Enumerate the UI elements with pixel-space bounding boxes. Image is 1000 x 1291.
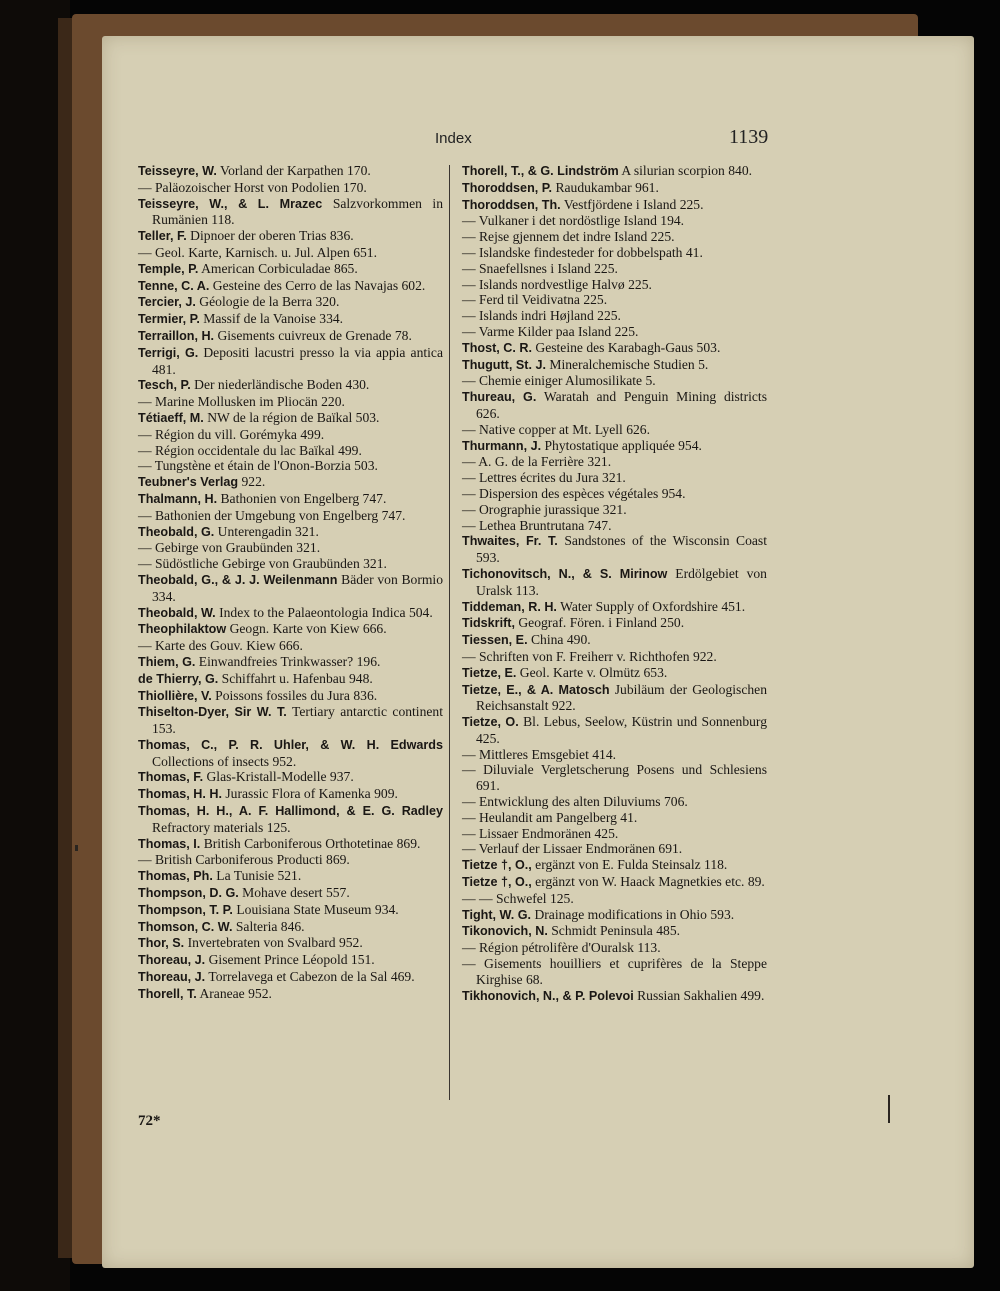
entry-text: Gesteine des Karabagh-Gaus 503. <box>535 339 721 355</box>
author-name: Thomas, H. H. <box>138 787 222 802</box>
index-entry <box>138 952 443 969</box>
index-entry <box>462 891 767 907</box>
index-entry <box>138 394 443 410</box>
entry-text: Schmidt Peninsula 485. <box>551 923 681 939</box>
entry-text: Mineralchemische Studien 5. <box>549 356 709 372</box>
index-entry <box>462 923 767 940</box>
index-entry <box>138 671 443 688</box>
index-entry <box>462 213 767 229</box>
index-entry <box>462 308 767 324</box>
index-entry <box>462 665 767 682</box>
index-entry <box>462 940 767 956</box>
entry-text: Salzvorkommen in Rumänien 118. <box>152 195 443 228</box>
entry-text: Massif de la Vanoise 334. <box>203 311 344 327</box>
index-entry <box>138 427 443 443</box>
entry-text: La Tunisie 521. <box>216 868 302 884</box>
entry-text: Russian Sakhalien 499. <box>637 987 765 1003</box>
index-entry <box>462 714 767 747</box>
entry-text: Mohave desert 557. <box>242 885 350 901</box>
index-entry <box>462 794 767 810</box>
entry-text: Waratah and Penguin Mining districts 626. <box>476 389 767 421</box>
index-entry <box>462 245 767 261</box>
running-head-title: Index <box>435 130 472 147</box>
entry-text: Drainage modifications in Ohio 593. <box>534 906 735 922</box>
entry-text: — Gebirge von Graubünden 321. <box>138 540 321 556</box>
author-name: Thoreau, J. <box>138 953 206 968</box>
index-entry <box>462 438 767 455</box>
entry-text: — Tungstène et étain de l'Onon-Borzia 503. <box>138 458 378 474</box>
index-entry <box>138 654 443 671</box>
entry-text: — Schriften von F. Freiherr v. Richthofen 922. <box>462 648 717 664</box>
entry-text: NW de la région de Baïkal 503. <box>207 409 380 425</box>
author-name: Tight, W. G. <box>462 907 532 922</box>
index-entry <box>138 704 443 737</box>
author-name: Teubner's Verlag <box>138 475 239 490</box>
index-entry <box>138 836 443 853</box>
author-name: Thurmann, J. <box>462 438 542 453</box>
author-name: Thiem, G. <box>138 654 196 669</box>
entry-text: — A. G. de la Ferrière 321. <box>462 454 612 470</box>
entry-text: — Verlauf der Lissaer Endmoränen 691. <box>462 841 683 857</box>
entry-text: Unterengadin 321. <box>217 523 319 539</box>
entry-text: ergänzt von W. Haack Magnetkies etc. 89. <box>535 874 765 890</box>
index-entry <box>462 518 767 534</box>
index-entry <box>138 688 443 705</box>
index-entry <box>462 533 767 566</box>
index-entry <box>138 556 443 572</box>
entry-text: — Diluviale Vergletscherung Posens und Schlesiens 691. <box>462 762 767 794</box>
index-entry <box>138 228 443 245</box>
entry-text: — Heulandit am Pangelberg 41. <box>462 809 638 825</box>
author-name: Theobald, G., & J. J. Weilenmann <box>138 572 338 587</box>
author-name: Thoreau, J. <box>138 970 206 985</box>
entry-text: Torrelavega et Cabezon de la Sal 469. <box>208 969 415 985</box>
author-name: Thugutt, St. J. <box>462 357 546 372</box>
author-name: Temple, P. <box>138 261 199 276</box>
entry-text: Jurassic Flora of Kamenka 909. <box>225 786 398 802</box>
entry-text: — Marine Mollusken im Pliocän 220. <box>138 394 345 410</box>
index-entry <box>138 638 443 654</box>
entry-text: Vestfjördene i Island 225. <box>563 196 704 212</box>
entry-text: Geograf. Fören. i Finland 250. <box>518 615 685 631</box>
index-entry <box>138 868 443 885</box>
index-entry <box>138 803 443 836</box>
entry-text: 922. <box>241 474 266 490</box>
entry-text: — Région du vill. Gorémyka 499. <box>138 426 325 442</box>
entry-text: Phytostatique appliquée 954. <box>544 437 702 453</box>
entry-text: — Lissaer Endmoränen 425. <box>462 825 619 841</box>
entry-text: Araneae 952. <box>199 985 272 1001</box>
entry-text: — Vulkaner i det nordöstlige Island 194. <box>462 213 685 229</box>
author-name: Thorell, T., & G. Lindström <box>462 164 619 178</box>
index-entry <box>138 458 443 474</box>
entry-text: Bl. Lebus, Seelow, Küstrin und Sonnenburg 425. <box>476 714 767 746</box>
entry-text: — Islandske findesteder for dobbelspath 41. <box>462 244 703 260</box>
author-name: Thor, S. <box>138 936 185 951</box>
entry-text: Erdölgebiet von Uralsk 113. <box>476 565 767 598</box>
entry-text: Vorland der Karpathen 170. <box>220 163 371 178</box>
index-entry <box>138 345 443 378</box>
index-entry <box>138 311 443 328</box>
index-entry <box>462 357 767 374</box>
index-entry <box>138 605 443 622</box>
entry-text: British Carboniferous Orthotetinae 869. <box>203 835 421 851</box>
author-name: Thwaites, Fr. T. <box>462 534 558 549</box>
entry-text: Tertiary antarctic continent 153. <box>152 704 443 737</box>
author-name: Tikonovich, N. <box>462 924 548 939</box>
author-name: de Thierry, G. <box>138 671 219 686</box>
page-number: 1139 <box>729 126 769 148</box>
author-name: Tietze †, O., <box>462 858 532 873</box>
author-name: Teisseyre, W. <box>138 164 217 178</box>
entry-text: — Islands nordvestlige Halvø 225. <box>462 276 652 292</box>
running-head <box>0 124 1000 154</box>
entry-text: Bathonien von Engelberg 747. <box>220 490 387 506</box>
entry-text: — Entwicklung des alten Diluviums 706. <box>462 794 688 810</box>
entry-text: Géologie de la Berra 320. <box>199 294 340 310</box>
entry-text: — Bathonien der Umgebung von Engelberg 747. <box>138 507 406 523</box>
author-name: Tesch, P. <box>138 378 191 393</box>
index-entry <box>462 632 767 649</box>
author-name: Thompson, D. G. <box>138 886 239 901</box>
entry-text: Der niederländische Boden 430. <box>194 377 370 393</box>
index-entry <box>138 294 443 311</box>
entry-text: Einwandfreies Trinkwasser? 196. <box>198 653 381 669</box>
author-name: Thoroddsen, P. <box>462 180 553 195</box>
index-entry <box>138 328 443 345</box>
index-entry <box>138 786 443 803</box>
index-entry <box>462 277 767 293</box>
index-entry <box>462 841 767 857</box>
index-entry <box>138 885 443 902</box>
index-entry <box>138 180 443 196</box>
index-entry <box>138 524 443 541</box>
entry-text: — Islands indri Højland 225. <box>462 308 621 324</box>
author-name: Thomas, F. <box>138 770 204 785</box>
entry-text: — British Carboniferous Producti 869. <box>138 852 350 868</box>
entry-text: Gisements cuivreux de Grenade 78. <box>217 327 412 343</box>
author-name: Tercier, J. <box>138 295 196 310</box>
author-name: Thomson, C. W. <box>138 919 233 934</box>
author-name: Theophilaktow <box>138 622 227 637</box>
index-entry <box>138 572 443 605</box>
index-entry <box>138 902 443 919</box>
entry-text: Index to the Palaeontologia Indica 504. <box>219 604 433 620</box>
author-name: Thureau, G. <box>462 390 537 405</box>
index-entry <box>138 508 443 524</box>
entry-text: — Lettres écrites du Jura 321. <box>462 470 626 486</box>
author-name: Thiselton-Dyer, Sir W. T. <box>138 705 287 720</box>
index-entry <box>138 410 443 427</box>
entry-text: A silurian scorpion 840. <box>621 163 753 178</box>
author-name: Tichonovitsch, N., & S. Mirinow <box>462 566 668 581</box>
index-entry <box>462 682 767 715</box>
entry-text: Collections of insects 952. <box>152 753 297 769</box>
column-divider <box>449 165 450 1100</box>
index-entry <box>462 486 767 502</box>
entry-text: — Rejse gjennem det indre Island 225. <box>462 229 675 245</box>
index-entry <box>462 649 767 665</box>
index-entry <box>462 292 767 308</box>
index-entry <box>138 163 443 180</box>
index-column-left <box>138 163 443 1003</box>
entry-text: Sandstones of the Wisconsin Coast 593. <box>476 533 768 566</box>
entry-text: Depositi lacustri presso la via appia antica 481. <box>152 344 443 377</box>
index-entry <box>462 599 767 616</box>
index-entry <box>138 935 443 952</box>
entry-text: Louisiana State Museum 934. <box>236 901 399 917</box>
author-name: Thiollière, V. <box>138 688 212 703</box>
index-entry <box>138 986 443 1003</box>
author-name: Thoroddsen, Th. <box>462 197 561 212</box>
entry-text: — Lethea Bruntrutana 747. <box>462 517 612 533</box>
author-name: Tietze, E. <box>462 665 517 680</box>
author-name: Thomas, H. H., A. F. Hallimond, & E. G. Radley <box>138 804 443 819</box>
index-entry <box>462 615 767 632</box>
index-entry <box>138 443 443 459</box>
index-entry <box>138 261 443 278</box>
index-entry <box>462 340 767 357</box>
index-entry <box>138 969 443 986</box>
entry-text: Bäder von Bormio 334. <box>152 571 444 604</box>
author-name: Tietze, E., & A. Matosch <box>462 682 610 697</box>
index-entry <box>138 278 443 295</box>
index-entry <box>462 389 767 422</box>
entry-text: Refractory materials 125. <box>152 819 291 835</box>
entry-text: Jubiläum der Geologischen Reichsanstalt 922. <box>476 681 767 714</box>
entry-text: Salteria 846. <box>235 918 305 934</box>
author-name: Teisseyre, W., & L. Mrazec <box>138 196 323 211</box>
author-name: Thomas, Ph. <box>138 869 213 884</box>
index-entry <box>138 245 443 261</box>
index-entry <box>138 737 443 770</box>
author-name: Tikhonovich, N., & P. Polevoi <box>462 988 634 1003</box>
index-entry <box>138 919 443 936</box>
author-name: Tietze †, O., <box>462 875 532 890</box>
entry-text: Geol. Karte v. Olmütz 653. <box>519 664 668 680</box>
index-entry <box>138 491 443 508</box>
entry-text: — Karte des Gouv. Kiew 666. <box>138 638 303 654</box>
entry-text: Dipnoer der oberen Trias 836. <box>190 228 354 244</box>
author-name: Thomas, I. <box>138 836 201 851</box>
index-entry <box>138 540 443 556</box>
author-name: Thomas, C., P. R. Uhler, & W. H. Edwards <box>138 737 443 752</box>
entry-text: — Snaefellsnes i Island 225. <box>462 260 618 276</box>
index-entry <box>462 747 767 763</box>
entry-text: Schiffahrt u. Hafenbau 948. <box>221 670 373 686</box>
entry-text: — — Schwefel 125. <box>462 890 574 906</box>
index-entry <box>462 324 767 340</box>
margin-mark <box>888 1095 890 1123</box>
index-entry <box>462 422 767 438</box>
index-entry <box>462 454 767 470</box>
signature-mark: 72* <box>138 1113 161 1129</box>
index-entry <box>462 197 767 214</box>
index-entry <box>462 857 767 874</box>
entry-text: Poissons fossiles du Jura 836. <box>215 687 378 703</box>
index-entry <box>138 196 443 229</box>
entry-text: Gisement Prince Léopold 151. <box>208 952 375 968</box>
entry-text: Geogn. Karte von Kiew 666. <box>229 621 387 637</box>
entry-text: — Geol. Karte, Karnisch. u. Jul. Alpen 651. <box>138 244 377 260</box>
index-column-right <box>462 163 767 1004</box>
margin-mark <box>75 845 78 851</box>
entry-text: — Ferd til Veidivatna 225. <box>462 292 608 308</box>
entry-text: Invertebraten von Svalbard 952. <box>187 935 363 951</box>
author-name: Theobald, W. <box>138 605 216 620</box>
entry-text: — Orographie jurassique 321. <box>462 501 627 517</box>
entry-text: — Varme Kilder paa Island 225. <box>462 323 639 339</box>
index-entry <box>462 566 767 599</box>
author-name: Thalmann, H. <box>138 491 218 506</box>
entry-text: Glas-Kristall-Modelle 937. <box>206 769 354 785</box>
author-name: Tiddeman, R. H. <box>462 599 557 614</box>
index-entry <box>462 373 767 389</box>
author-name: Thompson, T. P. <box>138 902 233 917</box>
entry-text: — Paläozoischer Horst von Podolien 170. <box>138 179 367 195</box>
entry-text: American Corbiculadae 865. <box>201 260 358 276</box>
index-entry <box>462 907 767 924</box>
index-entry <box>462 470 767 486</box>
entry-text: Gesteine des Cerro de las Navajas 602. <box>212 277 426 293</box>
entry-text: Raudukambar 961. <box>555 179 659 195</box>
index-entry <box>138 377 443 394</box>
index-entry <box>462 163 767 180</box>
entry-text: — Dispersion des espèces végétales 954. <box>462 485 686 501</box>
index-entry <box>138 621 443 638</box>
entry-text: China 490. <box>530 632 591 648</box>
index-entry <box>138 474 443 491</box>
author-name: Theobald, G. <box>138 524 215 539</box>
entry-text: — Chemie einiger Alumosilikate 5. <box>462 373 656 389</box>
author-name: Thost, C. R. <box>462 340 532 355</box>
index-entry <box>462 180 767 197</box>
entry-text: — Région occidentale du lac Baïkal 499. <box>138 442 362 458</box>
author-name: Thorell, T. <box>138 986 197 1001</box>
index-entry <box>462 874 767 891</box>
index-entry <box>462 956 767 988</box>
index-entry <box>138 769 443 786</box>
index-entry <box>462 762 767 794</box>
author-name: Tétiaeff, M. <box>138 410 204 425</box>
author-name: Termier, P. <box>138 312 200 327</box>
author-name: Terraillon, H. <box>138 328 215 343</box>
author-name: Teller, F. <box>138 229 187 244</box>
author-name: Terrigi, G. <box>138 345 199 360</box>
entry-text: — Südöstliche Gebirge von Graubünden 321. <box>138 556 387 572</box>
index-entry <box>462 502 767 518</box>
entry-text: — Mittleres Emsgebiet 414. <box>462 746 617 762</box>
entry-text: ergänzt von E. Fulda Steinsalz 118. <box>535 857 728 873</box>
entry-text: — Gisements houilliers et cuprifères de la Steppe Kirghise 68. <box>462 956 767 987</box>
entry-text: Water Supply of Oxfordshire 451. <box>560 598 746 614</box>
index-entry <box>462 229 767 245</box>
entry-text: — Native copper at Mt. Lyell 626. <box>462 421 651 437</box>
entry-text: — Région pétrolifère d'Ouralsk 113. <box>462 940 661 956</box>
index-entry <box>462 810 767 826</box>
index-entry <box>138 852 443 868</box>
author-name: Tenne, C. A. <box>138 278 210 293</box>
author-name: Tidskrift, <box>462 616 515 631</box>
index-entry <box>462 826 767 842</box>
author-name: Tiessen, E. <box>462 633 528 648</box>
index-entry <box>462 261 767 277</box>
index-entry <box>462 988 767 1005</box>
author-name: Tietze, O. <box>462 715 519 730</box>
